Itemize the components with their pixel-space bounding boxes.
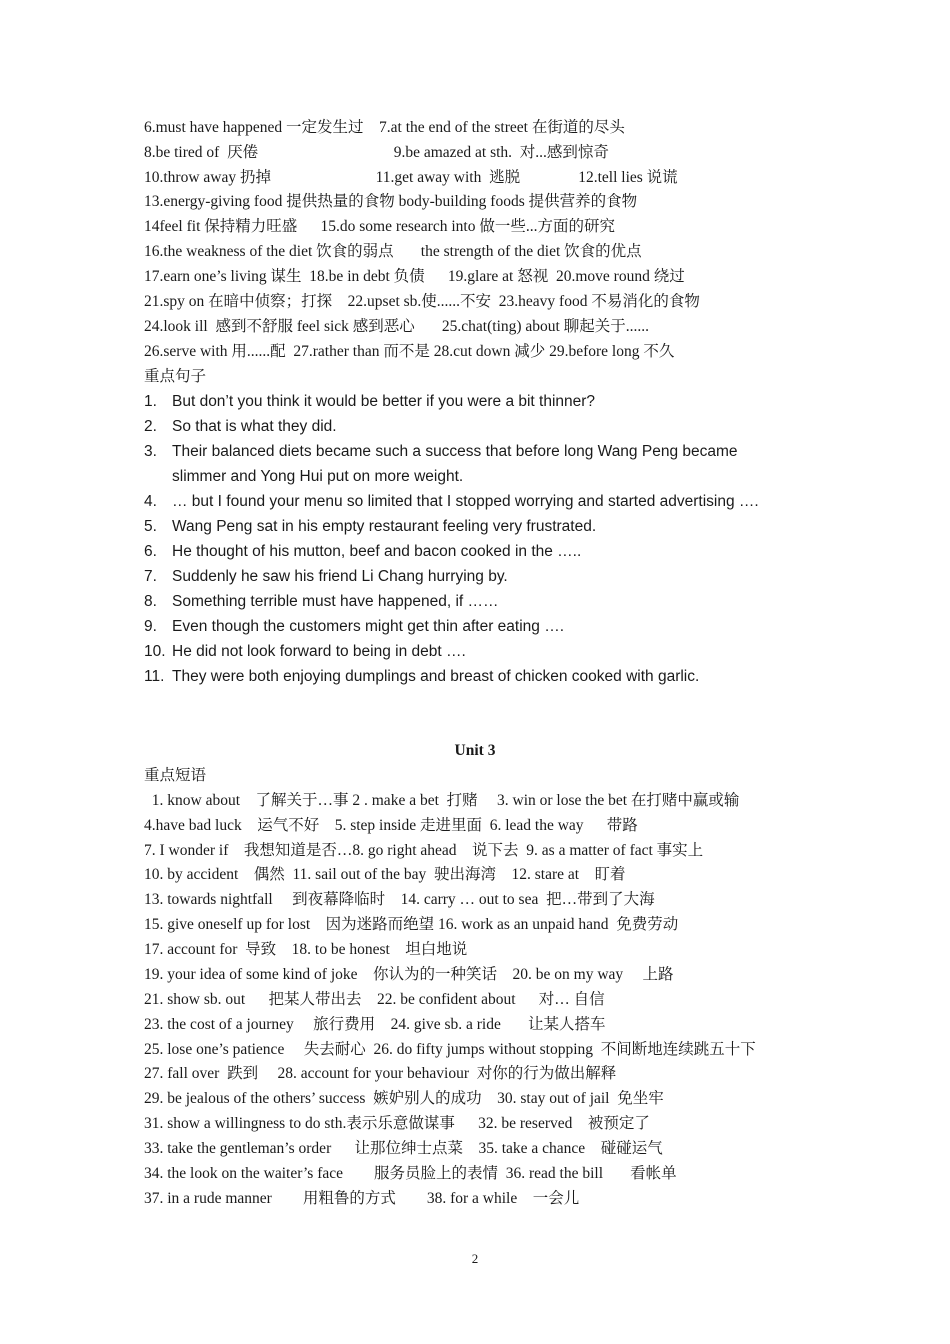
sentence-text: So that is what they did. xyxy=(172,418,337,435)
phrase-line: 6.must have happened 一定发生过 7.at the end of the street 在街道的尽头 xyxy=(144,119,625,136)
phrase-line: 27. fall over 跌到 28. account for your behaviour 对你的行为做出解释 xyxy=(144,1065,617,1082)
unit-title: Unit 3 xyxy=(454,742,496,759)
phrase-line: 16.the weakness of the diet 饮食的弱点 the strength of the diet 饮食的优点 xyxy=(144,243,642,260)
sentence-number: 3. xyxy=(144,443,157,460)
phrase-line: 21. show sb. out 把某人带出去 22. be confident about 对… 自信 xyxy=(144,991,605,1008)
sentence-number: 5. xyxy=(144,518,157,535)
sentence-text: Something terrible must have happened, if …… xyxy=(172,593,499,610)
sentence-text: Wang Peng sat in his empty restaurant feeling very frustrated. xyxy=(172,518,597,535)
phrase-line: 10.throw away 扔掉 11.get away with 逃脱 12.tell lies 说谎 xyxy=(144,169,678,186)
phrase-line: 15. give oneself up for lost 因为迷路而绝望 16. work as an unpaid hand 免费劳动 xyxy=(144,916,679,933)
sentence-number: 4. xyxy=(144,493,157,510)
sentence-text: Even though the customers might get thin after eating …. xyxy=(172,618,565,635)
phrase-line: 1. know about 了解关于…事 2 . make a bet 打赌 3. win or lose the bet 在打赌中赢或输 xyxy=(144,792,740,809)
page-number: 2 xyxy=(471,1251,479,1266)
phrase-line: 8.be tired of 厌倦 9.be amazed at sth. 对...感到惊奇 xyxy=(144,144,609,161)
phrase-line: 37. in a rude manner 用粗鲁的方式 38. for a while 一会儿 xyxy=(144,1190,580,1207)
phrase-line: 4.have bad luck 运气不好 5. step inside 走进里面 6. lead the way 带路 xyxy=(144,817,638,834)
phrases-heading: 重点短语 xyxy=(144,767,207,784)
phrase-line: 17.earn one’s living 谋生 18.be in debt 负债 19.glare at 怒视 20.move round 绕过 xyxy=(144,268,685,285)
sentence-text: He did not look forward to being in debt …. xyxy=(172,643,466,660)
sentence-number: 6. xyxy=(144,543,157,560)
sentence-text: Suddenly he saw his friend Li Chang hurrying by. xyxy=(172,568,508,585)
sentence-text: But don’t you think it would be better if you were a bit thinner? xyxy=(172,393,596,410)
sentence-text: He thought of his mutton, beef and bacon cooked in the ….. xyxy=(172,543,582,560)
phrase-line: 13.energy-giving food 提供热量的食物 body-building foods 提供营养的食物 xyxy=(144,193,638,210)
sentence-number: 10. xyxy=(144,643,166,660)
sentence-number: 7. xyxy=(144,568,157,585)
sentence-number: 1. xyxy=(144,393,157,410)
phrase-line: 10. by accident 偶然 11. sail out of the bay 驶出海湾 12. stare at 盯着 xyxy=(144,866,626,883)
sentences-heading: 重点句子 xyxy=(144,368,207,385)
phrase-line: 23. the cost of a journey 旅行费用 24. give sb. a ride 让某人搭车 xyxy=(144,1016,606,1033)
phrase-line: 33. take the gentleman’s order 让那位绅士点菜 35. take a chance 碰碰运气 xyxy=(144,1140,663,1157)
phrase-line: 17. account for 导致 18. to be honest 坦白地说 xyxy=(144,941,468,958)
sentence-number: 2. xyxy=(144,418,157,435)
phrase-line: 31. show a willingness to do sth.表示乐意做谋事 32. be reserved 被预定了 xyxy=(144,1115,650,1132)
sentence-text: … but I found your menu so limited that I stopped worrying and started advertising …. xyxy=(172,493,759,510)
sentence-text: Their balanced diets became such a success that before long Wang Peng became xyxy=(172,443,738,460)
phrase-line: 34. the look on the waiter’s face 服务员脸上的表情 36. read the bill 看帐单 xyxy=(144,1165,677,1182)
phrase-line: 25. lose one’s patience 失去耐心 26. do fifty jumps without stopping 不间断地连续跳五十下 xyxy=(144,1041,756,1058)
phrase-line: 24.look ill 感到不舒服 feel sick 感到恶心 25.chat(ting) about 聊起关于...... xyxy=(144,318,649,335)
phrase-line: 26.serve with 用......配 27.rather than 而不是 28.cut down 减少 29.before long 不久 xyxy=(144,343,675,360)
sentence-number: 11. xyxy=(144,668,165,685)
sentence-number: 8. xyxy=(144,593,157,610)
sentence-number: 9. xyxy=(144,618,157,635)
sentence-text: They were both enjoying dumplings and breast of chicken cooked with garlic. xyxy=(172,668,700,685)
phrase-line: 29. be jealous of the others’ success 嫉妒别人的成功 30. stay out of jail 免坐牢 xyxy=(144,1090,664,1107)
phrase-line: 19. your idea of some kind of joke 你认为的一种笑话 20. be on my way 上路 xyxy=(144,966,674,983)
phrase-line: 21.spy on 在暗中侦察；打探 22.upset sb.使......不安 23.heavy food 不易消化的食物 xyxy=(144,293,700,310)
phrase-line: 13. towards nightfall 到夜幕降临时 14. carry … out to sea 把…带到了大海 xyxy=(144,891,655,908)
phrase-line: 14feel fit 保持精力旺盛 15.do some research into 做一些...方面的研究 xyxy=(144,218,615,235)
phrase-line: 7. I wonder if 我想知道是否…8. go right ahead 说下去 9. as a matter of fact 事实上 xyxy=(144,842,704,859)
sentence-text-continued: slimmer and Yong Hui put on more weight. xyxy=(172,468,464,485)
